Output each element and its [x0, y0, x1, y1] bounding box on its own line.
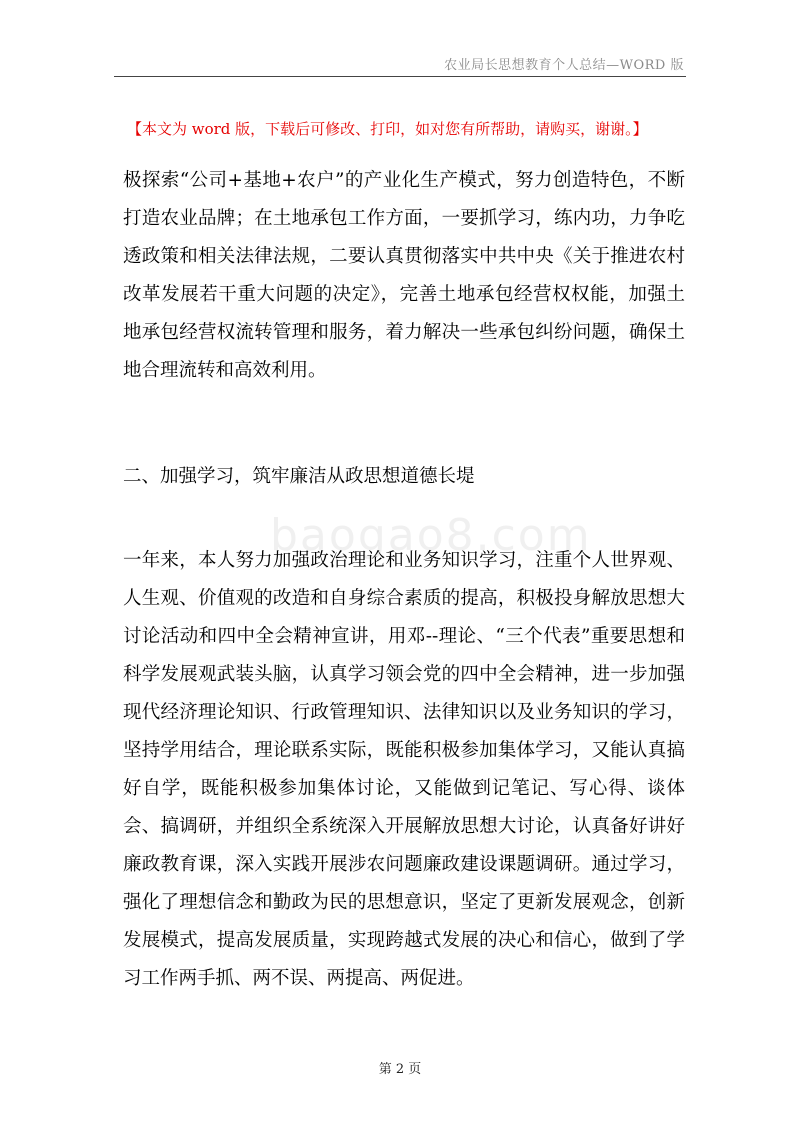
paragraph-2 — [123, 542, 685, 998]
section-heading — [123, 458, 685, 496]
header-title: 农业局长思想教育个人总结—WORD 版 — [444, 58, 684, 73]
header-divider — [114, 76, 686, 77]
paragraph-2-text: 一年来，本人努力加强政治理论和业务知识学习，注重个人世界观、人生观、价值观的改造和自身综合素质的提高，积极投身解放思想大讨论活动和四中全会精神宣讲，用邓--理论、“三个代表”重要思想和科学发展观武装头脑，认真学习领会党的四中全会精神，进一步加强现代经济理论知识、行政管理知识、法律知识以及业务知识的学习，坚持学用结合，理论联系实际，既能积极参加集体学习，又能认真搞好自学，既能积极参加集体讨论，又能做到记笔记、写心得、谈体会、搞调研，并组织全系统深入开展解放思想大讨论，认真备好讲好廉政教育课，深入实践开展涉农问题廉政建设课题调研。通过学习，强化了理想信念和勤政为民的思想意识，坚定了更新发展观念，创新发展模式，提高发展质量，实现跨越式发展的决心和信心，做到了学习工作两手抓、两不误、两提高、两促进。 — [123, 550, 685, 989]
paragraph-1-text: 极探索“公司+基地+农户”的产业化生产模式，努力创造特色，不断打造农业品牌；在土地承包工作方面，一要抓学习，练内功，力争吃透政策和相关法律法规，二要认真贯彻落实中共中央《关于推进农村改革发展若干重大问题的决定》，完善土地承包经营权权能，加强土地承包经营权流转管理和服务，着力解决一些承包纠纷问题，确保土地合理流转和高效利用。 — [123, 170, 685, 381]
section-heading-text: 二、加强学习，筑牢廉洁从政思想道德长堤 — [123, 466, 475, 487]
purchase-notice: 【本文为 word 版，下载后可修改、打印，如对您有所帮助，请购买，谢谢。】 — [127, 120, 648, 138]
page-number: 第 2 页 — [378, 1062, 422, 1077]
watermark: baogao8.com — [270, 510, 592, 561]
paragraph-1 — [123, 162, 685, 390]
